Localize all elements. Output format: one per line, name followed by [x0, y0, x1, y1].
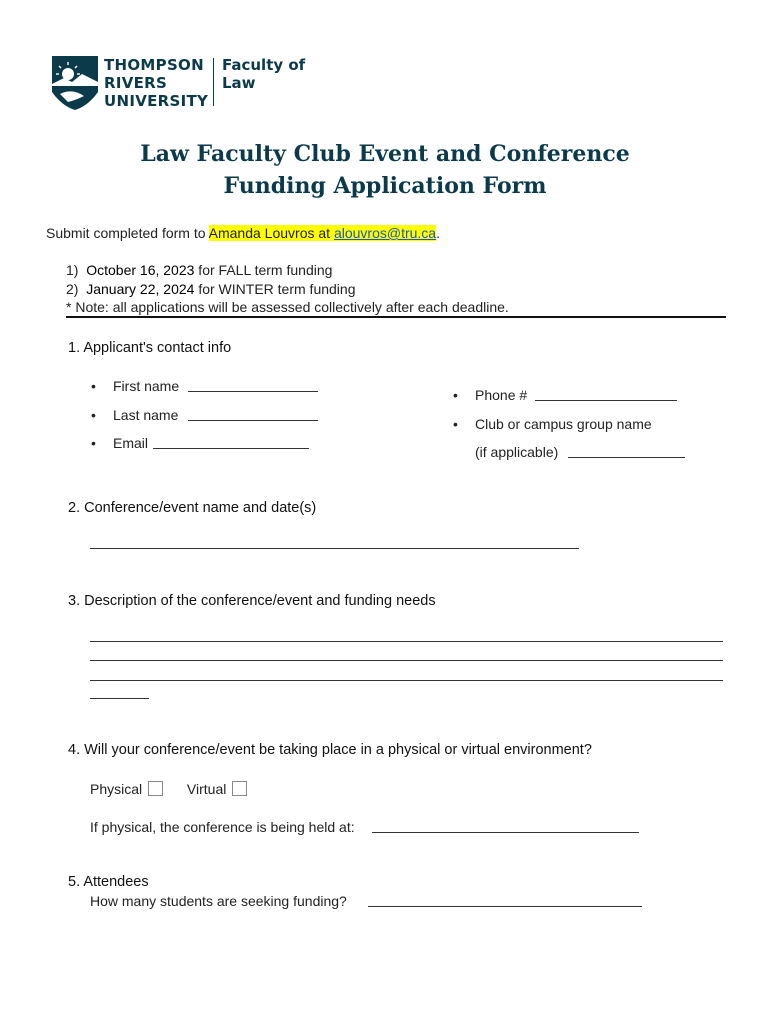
email-label: • Email: [113, 434, 148, 452]
description-field-line[interactable]: [90, 641, 723, 642]
logo-divider: [213, 58, 214, 106]
email-field[interactable]: [153, 448, 309, 449]
description-field-line[interactable]: [90, 660, 723, 661]
page-title-line-1: Law Faculty Club Event and Conference: [140, 141, 630, 167]
deadline-number: 1): [66, 262, 79, 278]
location-field[interactable]: [372, 832, 639, 833]
event-name-date-field[interactable]: [90, 548, 579, 549]
contact-name: Amanda Louvros: [208, 225, 315, 241]
attendees-question: How many students are seeking funding?: [90, 893, 347, 909]
virtual-option-label: Virtual: [186, 781, 227, 797]
submit-instructions: [46, 224, 440, 242]
logo-university-line-1: THOMPSON: [104, 56, 204, 74]
location-prompt: If physical, the conference is being held at:: [90, 819, 355, 835]
section-4-heading: 4. Will your conference/event be taking place in a physical or virtual environment?: [68, 742, 592, 758]
phone-field[interactable]: [535, 400, 677, 401]
virtual-checkbox[interactable]: [232, 781, 247, 796]
physical-checkbox[interactable]: [148, 781, 163, 796]
header-divider: [66, 316, 726, 318]
first-name-label: • First name: [113, 377, 179, 395]
last-name-field[interactable]: [188, 420, 318, 421]
description-field-line[interactable]: [90, 698, 149, 699]
assessment-note: * Note: all applications will be assessed collectively after each deadline.: [66, 299, 509, 315]
logo-faculty-line-2: Law: [222, 74, 256, 92]
club-name-field[interactable]: [568, 457, 685, 458]
deadline-term: for WINTER term funding: [194, 281, 356, 297]
submit-suffix: .: [436, 225, 440, 241]
deadline-date: January 22, 2024: [86, 281, 195, 297]
deadline-term: for FALL term funding: [194, 262, 333, 278]
club-name-applicable-label: (if applicable): [475, 444, 559, 460]
club-name-label: • Club or campus group name: [475, 415, 652, 433]
section-2-heading: 2. Conference/event name and date(s): [68, 500, 317, 516]
attendees-count-field[interactable]: [368, 906, 642, 907]
phone-label: • Phone #: [475, 386, 527, 404]
page-title-line-2: Funding Application Form: [223, 173, 547, 199]
first-name-field[interactable]: [188, 391, 318, 392]
deadline-date: October 16, 2023: [86, 262, 195, 278]
submit-prefix: Submit completed form to: [46, 225, 209, 241]
physical-option-label: Physical: [90, 781, 143, 797]
deadline-item: [66, 261, 332, 279]
submit-at: at: [314, 225, 334, 241]
deadline-number: 2): [66, 281, 79, 297]
logo-university-line-3: UNIVERSITY: [104, 92, 209, 110]
logo-university-line-2: RIVERS: [104, 74, 168, 92]
contact-email-link[interactable]: alouvros@tru.ca: [333, 225, 437, 241]
environment-options: [90, 780, 247, 798]
section-5-heading: 5. Attendees: [68, 874, 149, 890]
deadline-item: [66, 280, 355, 298]
last-name-label: • Last name: [113, 406, 178, 424]
section-1-heading: 1. Applicant's contact info: [68, 340, 232, 356]
logo-faculty-line-1: Faculty of: [222, 56, 306, 74]
tru-logo-icon: [50, 52, 100, 112]
description-field-line[interactable]: [90, 680, 723, 681]
section-3-heading: 3. Description of the conference/event and funding needs: [68, 593, 436, 609]
